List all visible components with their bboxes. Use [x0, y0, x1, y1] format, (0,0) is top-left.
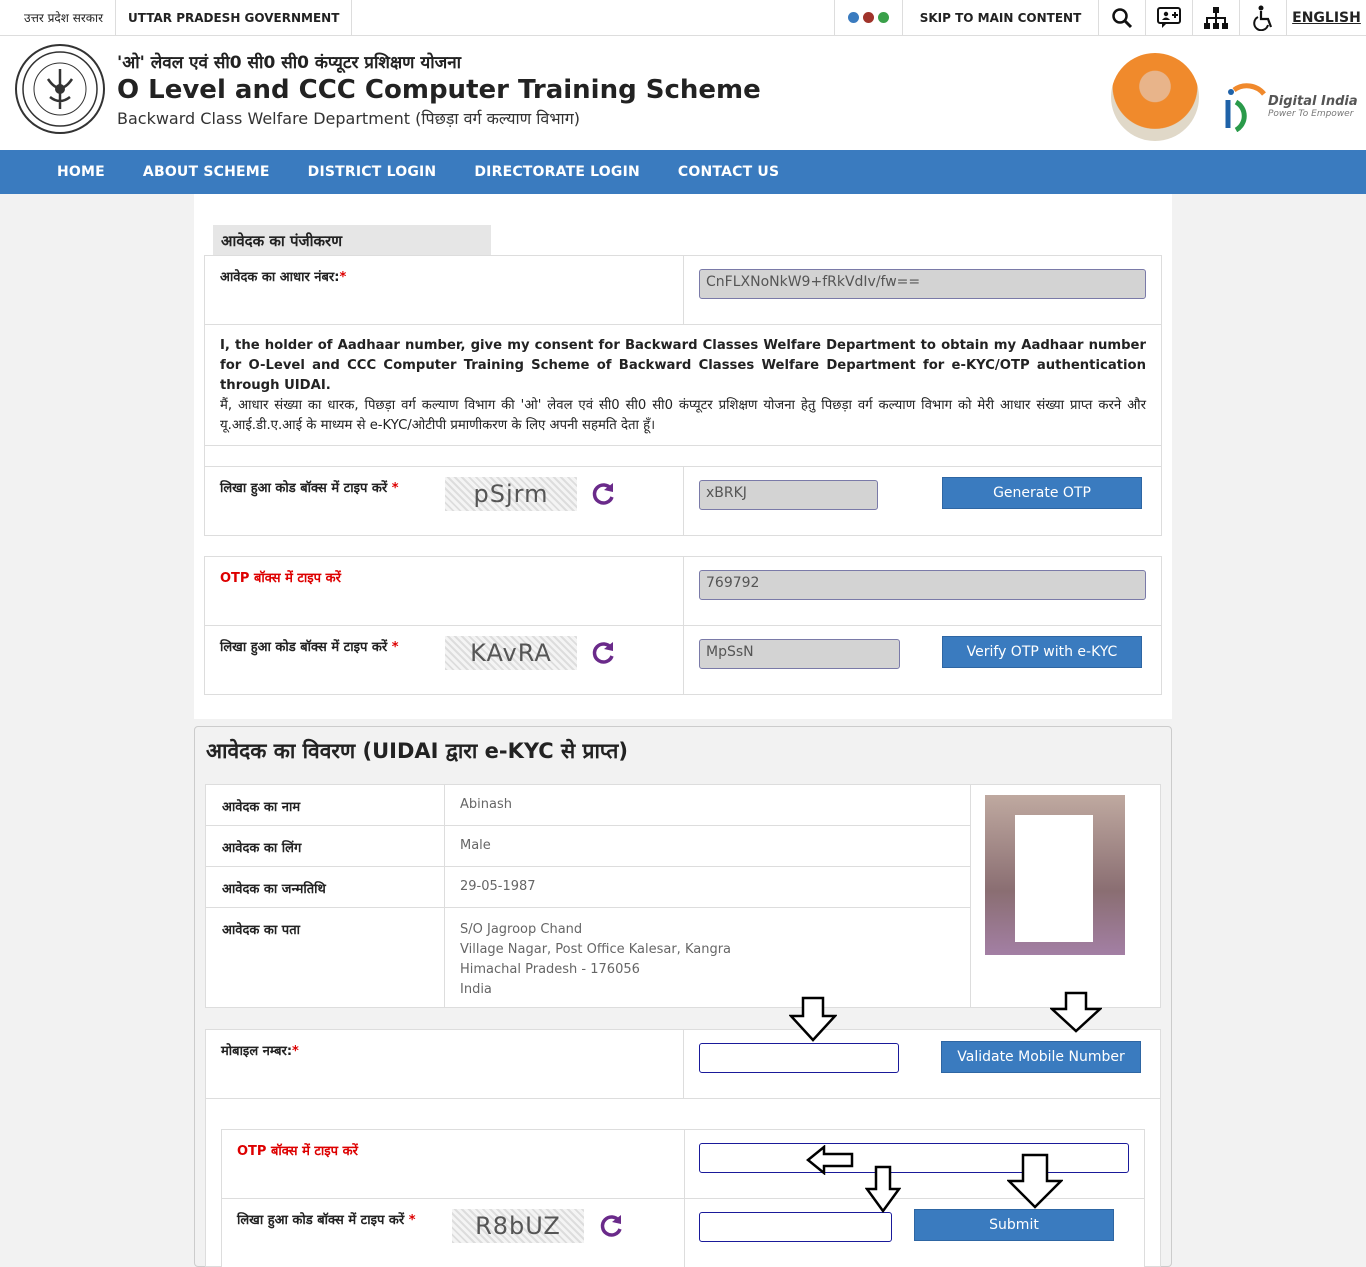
captcha2-label: लिखा हुआ कोड बॉक्स में टाइप करें *: [220, 640, 399, 655]
captcha1-image: pSjrm: [445, 477, 577, 511]
registration-section-title: आवेदक का पंजीकरण: [213, 225, 491, 255]
arrow-down-icon: [1007, 1153, 1063, 1209]
nav-directorate-login[interactable]: DIRECTORATE LOGIN: [474, 164, 640, 180]
consent-text-english: I, the holder of Aadhaar number, give my consent for Backward Classes Welfare Department to obtain my Aadhaar number for O-Level and CCC Computer Training Scheme of Backward Classes Welfare Department for e-KYC/OTP authentication through UIDAI.: [220, 338, 1146, 393]
gov-name-english: UTTAR PRADESH GOVERNMENT: [116, 0, 352, 35]
verify-otp-button[interactable]: Verify OTP with e-KYC: [942, 636, 1142, 668]
theme-red-dot[interactable]: [863, 12, 874, 23]
department-name: Backward Class Welfare Department (पिछड़ा वर्ग कल्याण विभाग): [117, 109, 580, 128]
digital-india-logo: [1222, 80, 1358, 132]
theme-switcher[interactable]: [834, 0, 902, 35]
site-header: [0, 36, 1366, 150]
theme-blue-dot[interactable]: [848, 12, 859, 23]
mobile-captcha-refresh-icon[interactable]: [598, 1213, 624, 1239]
aadhaar-label: आवेदक का आधार नंबर:*: [220, 270, 347, 285]
captcha1-refresh-icon[interactable]: [590, 481, 616, 507]
gov-name-hindi: उत्तर प्रदेश सरकार: [0, 0, 116, 35]
table-row: [206, 908, 970, 1007]
table-row: [206, 785, 970, 826]
arrow-down-icon: [1050, 991, 1102, 1033]
digital-india-name: Digital India: [1268, 93, 1358, 109]
applicant-photo: [985, 795, 1125, 955]
otp-label: OTP बॉक्स में टाइप करें: [220, 571, 341, 586]
sitemap-icon[interactable]: [1192, 0, 1239, 35]
scheme-title-hindi: 'ओ' लेवल एवं सी0 सी0 सी0 कंप्यूटर प्रशिक्षण योजना: [117, 53, 462, 73]
theme-green-dot[interactable]: [878, 12, 889, 23]
applicant-details-title: आवेदक का विवरण (UIDAI द्वारा e-KYC से प्राप्त): [206, 739, 628, 763]
digital-india-tagline: Power To Empower: [1268, 108, 1354, 119]
nav-contact-us[interactable]: CONTACT US: [677, 164, 780, 180]
arrow-down-icon: [865, 1165, 901, 1213]
aadhaar-input[interactable]: CnFLXNoNkW9+fRkVdIv/fw==: [699, 269, 1146, 299]
table-row: [206, 867, 970, 908]
captcha2-image: KAvRA: [445, 636, 577, 670]
address-line: Himachal Pradesh - 176056: [460, 962, 640, 977]
captcha2-refresh-icon[interactable]: [590, 640, 616, 666]
mobile-captcha-label: लिखा हुआ कोड बॉक्स में टाइप करें *: [237, 1213, 416, 1228]
address-line: Village Nagar, Post Office Kalesar, Kangra: [460, 942, 732, 957]
mobile-input[interactable]: [699, 1043, 899, 1073]
accessibility-icon[interactable]: [1239, 0, 1286, 35]
feedback-icon[interactable]: [1145, 0, 1192, 35]
name-label: आवेदक का नाम: [222, 800, 301, 815]
up-government-emblem: [15, 44, 105, 134]
gender-value: Male: [460, 838, 491, 853]
validate-mobile-button[interactable]: Validate Mobile Number: [941, 1041, 1141, 1073]
mobile-captcha-image: R8bUZ: [452, 1209, 584, 1243]
mobile-otp-label: OTP बॉक्स में टाइप करें: [237, 1144, 358, 1159]
address-label: आवेदक का पता: [222, 923, 300, 938]
arrow-left-icon: [806, 1145, 854, 1175]
main-nav: [0, 150, 1366, 194]
scheme-title-english: O Level and CCC Computer Training Scheme: [117, 75, 761, 105]
arrow-down-icon: [789, 996, 837, 1042]
captcha1-input[interactable]: xBRKJ: [699, 480, 878, 510]
nav-home[interactable]: HOME: [57, 164, 105, 180]
nav-district-login[interactable]: DISTRICT LOGIN: [307, 164, 437, 180]
submit-button[interactable]: Submit: [914, 1209, 1114, 1241]
address-value: [460, 920, 731, 1000]
spacer-row: [204, 445, 1162, 467]
otp-input[interactable]: 769792: [699, 570, 1146, 600]
mobile-label: मोबाइल नम्बर:*: [221, 1044, 299, 1059]
search-icon[interactable]: [1098, 0, 1145, 35]
captcha2-input[interactable]: MpSsN: [699, 639, 900, 669]
mobile-otp-input[interactable]: [699, 1143, 1129, 1173]
consent-text-hindi: मैं, आधार संख्या का धारक, पिछड़ा वर्ग कल्याण विभाग की 'ओ' लेवल एवं सी0 सी0 सी0 कंप्यूटर प्रशिक्षण योजना हेतु पिछड़ा वर्ग कल्याण विभाग को मेरी आधार संख्या प्राप्त करने और यू.आई.डी.ए.आई के माध्यम से e-KYC/ओटीपी प्रमाणीकरण के लिए अपनी सहमति देता हूँ।: [220, 398, 1146, 433]
top-utility-bar: [0, 0, 1366, 36]
mobile-captcha-input[interactable]: [699, 1212, 892, 1242]
name-value: Abinash: [460, 797, 512, 812]
captcha1-label: लिखा हुआ कोड बॉक्स में टाइप करें *: [220, 481, 399, 496]
dob-value: 29-05-1987: [460, 879, 536, 894]
nav-about-scheme[interactable]: ABOUT SCHEME: [142, 164, 270, 180]
consent-text: [220, 336, 1146, 436]
address-line: S/O Jagroop Chand: [460, 922, 583, 937]
chief-minister-photo: [1111, 53, 1199, 141]
table-row: [206, 826, 970, 867]
gender-label: आवेदक का लिंग: [222, 841, 302, 856]
dob-label: आवेदक का जन्मतिथि: [222, 882, 326, 897]
address-line: India: [460, 982, 492, 997]
generate-otp-button[interactable]: Generate OTP: [942, 477, 1142, 509]
skip-to-main-link[interactable]: SKIP TO MAIN CONTENT: [902, 0, 1098, 35]
language-toggle-link[interactable]: ENGLISH: [1286, 0, 1366, 35]
